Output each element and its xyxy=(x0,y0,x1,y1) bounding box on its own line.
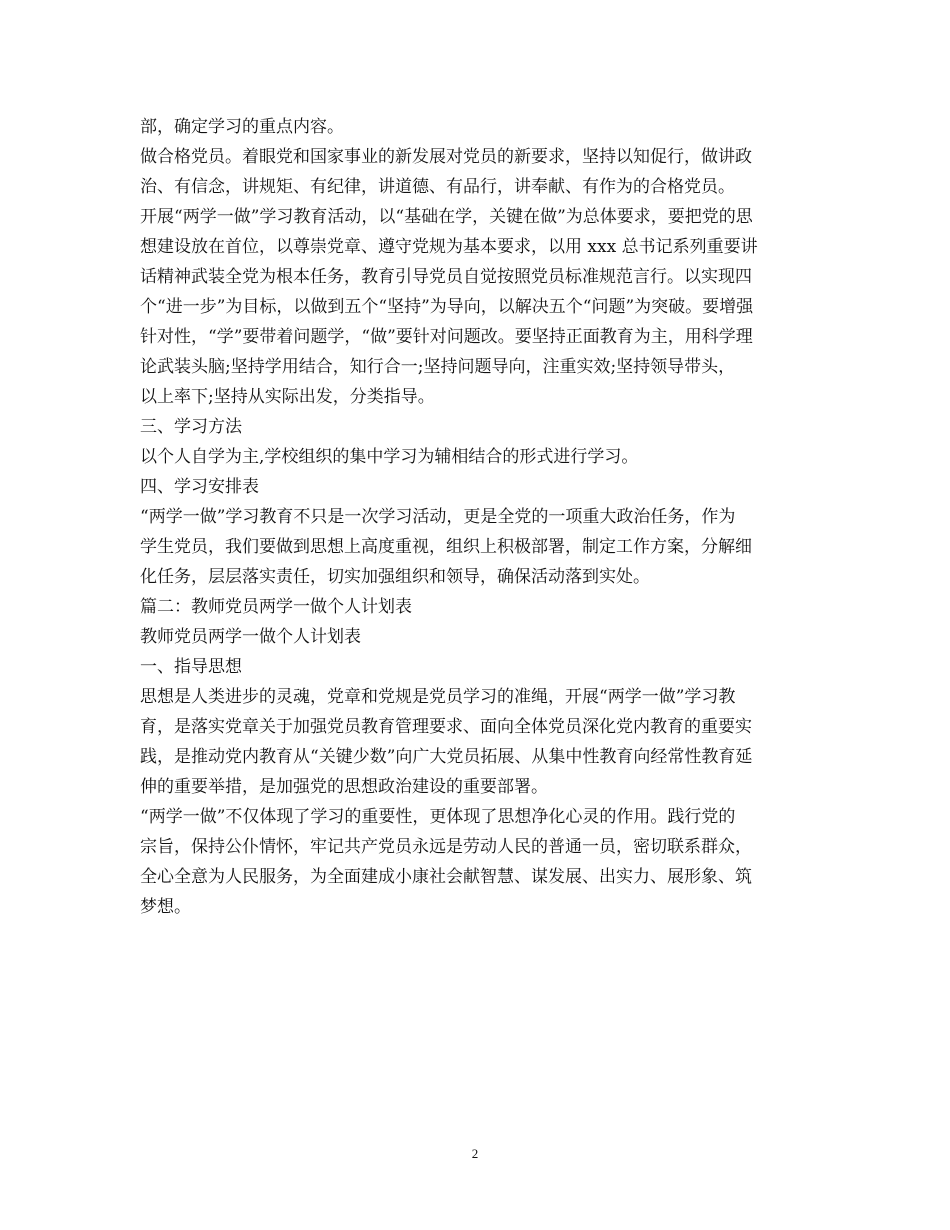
text-line: 想建设放在首位，以尊崇党章、遵守党规为基本要求，以用 xxx 总书记系列重要讲 xyxy=(140,237,758,257)
text-line: 全心全意为人民服务，为全面建成小康社会献智慧、谋发展、出实力、展形象、筑 xyxy=(140,867,752,887)
document-title: 教师党员两学一做个人计划表 xyxy=(140,627,361,647)
text-line: 治、有信念，讲规矩、有纪律，讲道德、有品行，讲奉献、有作为的合格党员。 xyxy=(140,177,735,197)
text-line: 伸的重要举措，是加强党的思想政治建设的重要部署。 xyxy=(140,777,548,797)
section-heading: 一、指导思想 xyxy=(140,657,242,677)
section-heading: 三、学习方法 xyxy=(140,417,242,437)
text-line: 部，确定学习的重点内容。 xyxy=(140,117,344,137)
text-line: 宗旨，保持公仆情怀，牢记共产党员永远是劳动人民的普通一员，密切联系群众， xyxy=(140,837,752,857)
text-line: 学生党员，我们要做到思想上高度重视，组织上积极部署，制定工作方案，分解细 xyxy=(140,537,752,557)
text-line: 以上率下;坚持从实际出发，分类指导。 xyxy=(140,387,435,407)
text-line: 思想是人类进步的灵魂，党章和党规是党员学习的准绳，开展“两学一做”学习教 xyxy=(140,687,736,707)
text-line: 开展“两学一做”学习教育活动，以“基础在学，关键在做”为总体要求，要把党的思 xyxy=(140,207,753,227)
text-line: 做合格党员。着眼党和国家事业的新发展对党员的新要求，坚持以知促行，做讲政 xyxy=(140,147,752,167)
body-text xyxy=(140,112,812,922)
chapter-heading: 篇二：教师党员两学一做个人计划表 xyxy=(140,597,412,617)
text-line: “两学一做”不仅体现了学习的重要性，更体现了思想净化心灵的作用。践行党的 xyxy=(140,807,736,827)
text-line: 话精神武装全党为根本任务，教育引导党员自觉按照党员标准规范言行。以实现四 xyxy=(140,267,752,287)
text-line: 化任务，层层落实责任，切实加强组织和领导，确保活动落到实处。 xyxy=(140,567,650,587)
text-line: 育，是落实党章关于加强党员教育管理要求、面向全体党员深化党内教育的重要实 xyxy=(140,717,752,737)
text-line: “两学一做”学习教育不只是一次学习活动，更是全党的一项重大政治任务，作为 xyxy=(140,507,736,527)
text-line: 个“进一步”为目标，以做到五个“坚持”为导向，以解决五个“问题”为突破。要增强 xyxy=(140,297,754,317)
section-heading: 四、学习安排表 xyxy=(140,477,259,497)
text-line: 践，是推动党内教育从“关键少数”向广大党员拓展、从集中性教育向经常性教育延 xyxy=(140,747,753,767)
text-line: 梦想。 xyxy=(140,897,191,917)
page-number: 2 xyxy=(471,1146,479,1161)
text-line: 以个人自学为主,学校组织的集中学习为辅相结合的形式进行学习。 xyxy=(140,447,639,467)
text-line: 针对性，“学”要带着问题学，“做”要针对问题改。要坚持正面教育为主，用科学理 xyxy=(140,327,753,347)
text-line: 论武装头脑;坚持学用结合，知行合一;坚持问题导向，注重实效;坚持领导带头， xyxy=(140,357,736,377)
